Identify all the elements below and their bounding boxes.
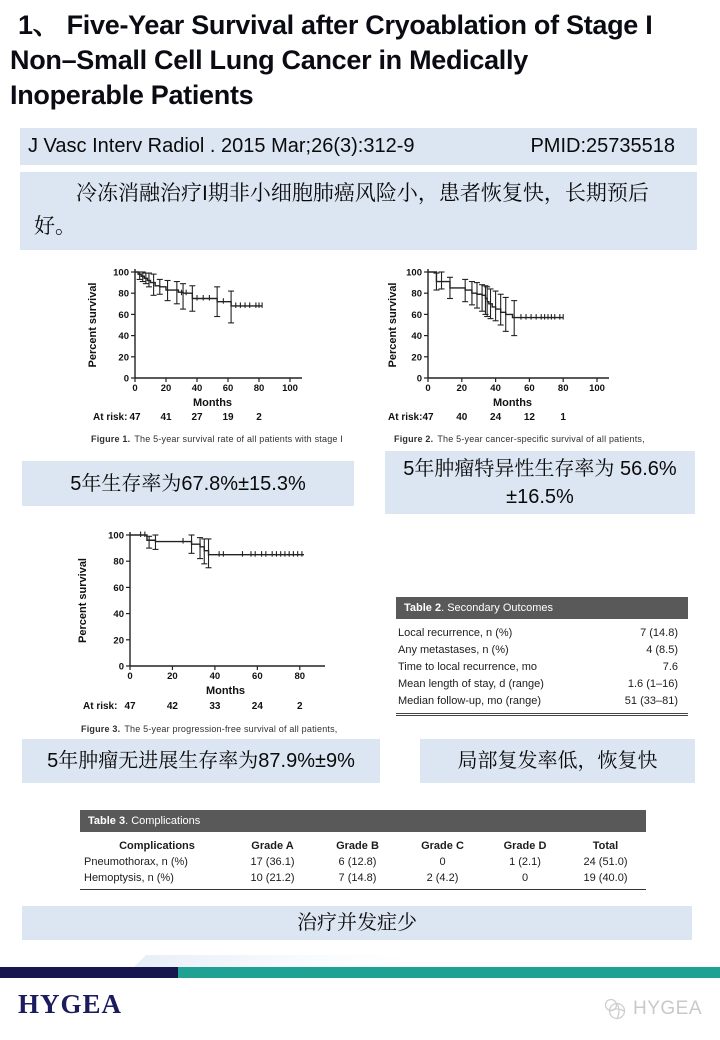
figure3-caption-label: Figure 3.: [81, 724, 121, 734]
table-row: [396, 658, 688, 675]
table2-row3-value: 1.6 (1–16): [627, 677, 678, 690]
svg-text:80: 80: [118, 288, 129, 300]
svg-text:24: 24: [490, 412, 502, 423]
figure1-caption-label: Figure 1.: [91, 434, 131, 444]
table2-rows: [396, 619, 688, 716]
slide-title-line2: Non–Small Cell Lung Cancer in Medically: [10, 45, 528, 75]
table2-row0-label: Local recurrence, n (%): [398, 626, 513, 639]
svg-text:40: 40: [113, 609, 124, 621]
table3-col-complications: Complications: [119, 840, 195, 852]
table2-title: Table 2: [404, 602, 442, 614]
svg-text:20: 20: [160, 383, 172, 394]
svg-text:Percent survival: Percent survival: [77, 558, 89, 643]
table-row: [396, 675, 688, 692]
svg-text:0: 0: [132, 383, 138, 394]
km-chart-figure3: [75, 520, 390, 716]
svg-text:40: 40: [490, 383, 501, 394]
hygea-watermark: [602, 996, 702, 1022]
table2-row4-value: 51 (33–81): [624, 694, 678, 707]
table-row: [80, 854, 646, 870]
figure2-block: [388, 262, 688, 444]
slide-title-line3: Inoperable Patients: [10, 80, 254, 110]
table2-row1-value: 4 (8.5): [646, 643, 678, 656]
svg-text:24: 24: [251, 701, 263, 712]
svg-text:40: 40: [411, 331, 422, 343]
hygea-logo: HYGEA: [18, 989, 123, 1019]
summary-text: 冷冻消融治疗I期非小细胞肺癌风险小，患者恢复快，长期预后好。: [34, 182, 649, 238]
table-row: [396, 624, 688, 641]
table3-title: Table 3: [88, 815, 126, 827]
svg-text:0: 0: [416, 373, 422, 385]
table3-r0c3: 0: [439, 856, 446, 868]
svg-text:80: 80: [253, 383, 265, 394]
figure2-caption: [388, 434, 688, 444]
table3-r1c0: Hemoptysis, n (%): [84, 872, 174, 884]
svg-text:0: 0: [425, 383, 431, 394]
table-row: [396, 692, 688, 709]
figure2-caption-text: The 5-year cancer-specific survival of all patients,: [437, 434, 645, 444]
svg-text:2: 2: [256, 412, 262, 423]
svg-text:At risk:: At risk:: [93, 412, 128, 423]
svg-text:0: 0: [118, 661, 124, 673]
table2-row2-label: Time to local recurrence, mo: [398, 660, 537, 673]
svg-text:60: 60: [118, 309, 129, 321]
svg-text:60: 60: [252, 671, 263, 682]
summary-box: [20, 172, 697, 250]
km-chart-figure1: [85, 262, 370, 426]
table3-r1c2: 7 (14.8): [338, 872, 377, 884]
highlight-local-recurrence: 局部复发率低，恢复快: [420, 739, 695, 783]
svg-text:12: 12: [523, 412, 535, 423]
svg-text:40: 40: [118, 331, 129, 343]
svg-text:100: 100: [589, 383, 605, 394]
table2-row4-label: Median follow-up, mo (range): [398, 694, 542, 707]
figure3-block: [75, 520, 390, 734]
svg-text:33: 33: [209, 701, 221, 712]
table-row: [396, 641, 688, 658]
svg-text:80: 80: [557, 383, 569, 394]
table2-header: [396, 597, 688, 619]
table3-r0c4: 1 (2.1): [509, 856, 541, 868]
svg-text:100: 100: [282, 383, 298, 394]
slide-title-line1: 1、 Five-Year Survival after Cryoablation of Stage I: [18, 10, 653, 40]
svg-text:41: 41: [160, 412, 172, 423]
svg-text:20: 20: [167, 671, 178, 682]
footer-decoration: [134, 955, 416, 967]
table3-r0c2: 6 (12.8): [338, 856, 377, 868]
svg-text:At risk:: At risk:: [388, 412, 423, 423]
table3-subtitle: . Complications: [125, 815, 201, 827]
pmid-label: PMID:25735518: [530, 135, 675, 157]
svg-text:0: 0: [123, 373, 129, 385]
svg-text:40: 40: [209, 671, 221, 682]
svg-text:60: 60: [113, 582, 124, 594]
table3-header: [80, 810, 646, 832]
highlight-few-complications: 治疗并发症少: [22, 906, 692, 940]
figure3-caption-text: The 5-year progression-free survival of all patients,: [124, 724, 338, 734]
table2-row0-value: 7 (14.8): [640, 626, 678, 639]
hygea-globe-icon: [602, 996, 628, 1022]
svg-text:60: 60: [222, 383, 234, 394]
table3-rows: [80, 854, 646, 890]
svg-text:1: 1: [560, 412, 566, 423]
figure1-caption: [85, 434, 370, 444]
highlight-progression-free-survival: 5年肿瘤无进展生存率为87.9%±9%: [22, 739, 380, 783]
table3-col-grade-c: Grade C: [421, 840, 464, 852]
svg-text:Months: Months: [492, 397, 533, 409]
svg-text:100: 100: [108, 530, 124, 542]
figure2-caption-label: Figure 2.: [394, 434, 434, 444]
svg-text:0: 0: [127, 671, 133, 682]
table3-column-headers: [80, 838, 646, 854]
hygea-watermark-text: HYGEA: [633, 998, 703, 1019]
svg-text:47: 47: [124, 701, 136, 712]
svg-text:Percent survival: Percent survival: [87, 282, 99, 368]
figure3-caption: [75, 724, 390, 734]
slide-title: [10, 8, 712, 113]
table2-row1-label: Any metastases, n (%): [398, 643, 509, 656]
svg-text:Percent survival: Percent survival: [388, 282, 399, 368]
table-complications: [80, 810, 646, 890]
svg-text:47: 47: [129, 412, 141, 423]
svg-text:80: 80: [411, 288, 422, 300]
footer-bar-navy: [0, 967, 178, 978]
svg-text:19: 19: [222, 412, 234, 423]
table-row: [80, 870, 646, 886]
table3-r0c1: 17 (36.1): [250, 856, 295, 868]
figure1-block: [85, 262, 370, 444]
svg-text:60: 60: [524, 383, 535, 394]
figure1-caption-text: The 5-year survival rate of all patients with stage I: [134, 434, 344, 444]
citation-bar: [20, 128, 697, 165]
table3-col-grade-a: Grade A: [251, 840, 294, 852]
table3-col-total: Total: [592, 840, 619, 852]
km-chart-figure2: [388, 262, 688, 426]
svg-text:47: 47: [422, 412, 434, 423]
svg-text:100: 100: [406, 267, 422, 279]
svg-text:At risk:: At risk:: [83, 701, 118, 712]
table3-r0c0: Pneumothorax, n (%): [84, 856, 188, 868]
svg-text:40: 40: [191, 383, 203, 394]
svg-text:Months: Months: [192, 397, 233, 409]
highlight-survival-rate: 5年生存率为67.8%±15.3%: [22, 461, 354, 506]
table2-subtitle: . Secondary Outcomes: [441, 602, 553, 614]
svg-text:Months: Months: [205, 685, 246, 697]
table-secondary-outcomes: [396, 597, 688, 716]
svg-text:20: 20: [113, 635, 124, 647]
svg-text:42: 42: [166, 701, 179, 712]
highlight-cancer-specific-survival: 5年肿瘤特异性生存率为 56.6%±16.5%: [385, 451, 695, 514]
table2-row2-value: 7.6: [662, 660, 678, 673]
table3-r0c5: 24 (51.0): [583, 856, 628, 868]
table3-col-grade-b: Grade B: [336, 840, 379, 852]
svg-text:20: 20: [118, 352, 129, 364]
svg-text:100: 100: [113, 267, 129, 279]
svg-text:60: 60: [411, 309, 422, 321]
table3-col-grade-d: Grade D: [503, 840, 547, 852]
svg-text:40: 40: [456, 412, 468, 423]
table3-r1c3: 2 (4.2): [426, 872, 459, 884]
journal-citation: J Vasc Interv Radiol . 2015 Mar;26(3):312-9: [28, 135, 415, 157]
table3-r1c4: 0: [521, 872, 529, 884]
svg-text:20: 20: [411, 352, 422, 364]
svg-text:2: 2: [296, 701, 303, 712]
svg-text:80: 80: [294, 671, 306, 682]
svg-text:80: 80: [113, 556, 124, 568]
table2-row3-label: Mean length of stay, d (range): [398, 677, 544, 690]
svg-text:27: 27: [191, 412, 203, 423]
table3-r1c5: 19 (40.0): [583, 872, 628, 884]
footer-bar-teal: [178, 967, 720, 978]
svg-text:20: 20: [456, 383, 468, 394]
table3-r1c1: 10 (21.2): [250, 872, 295, 884]
